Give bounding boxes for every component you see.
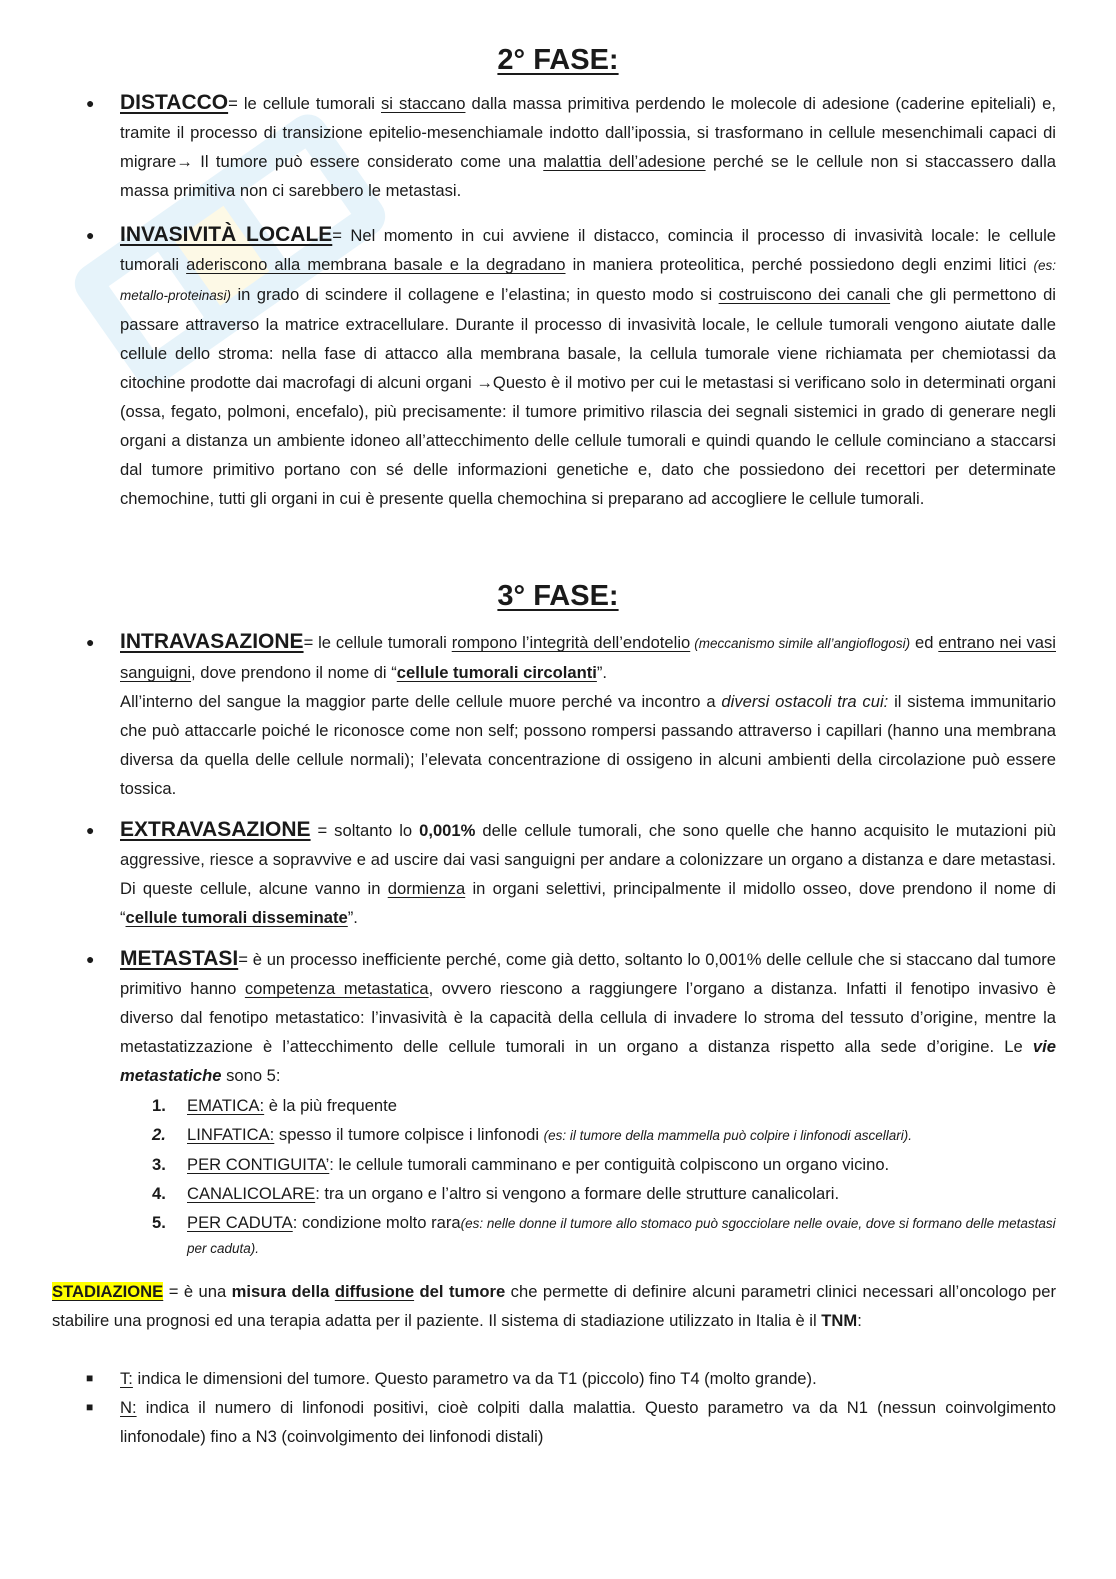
- metastatic-routes-list: [152, 1091, 1056, 1261]
- underlined-text: aderiscono alla membrana basale e la degradano: [186, 255, 566, 274]
- list-item: [86, 1364, 1056, 1393]
- text: = le cellule tumorali: [303, 633, 452, 652]
- route-label: CANALICOLARE: [187, 1184, 316, 1203]
- text: , ovvero riescono a raggiungere l’organo a distanza. Infatti il fenotipo invasivo è diverso dal fenotipo metastatico: l’invasività è la capacità della cellula di invadere lo stroma del tessuto d’origine, mentre la metastatizzazione è l’attecchimento delle cellule tumorali in un organo a distanza rispetto alla sede d’origine. Le: [120, 979, 1056, 1056]
- text: perché se le cellule non si staccassero dalla massa primitiva non ci sarebbero le metastasi.: [120, 152, 1056, 200]
- text: , dove prendono il nome di “: [191, 663, 397, 682]
- text: : le cellule tumorali camminano e per contiguità colpiscono un organo vicino.: [329, 1155, 890, 1174]
- text: = Nel momento in cui avviene il distacco, comincia il processo di invasività locale: le cellule tumorali: [120, 226, 1057, 274]
- term-distacco: DISTACCO: [120, 91, 229, 114]
- bold-italic-text: vie metastatiche: [120, 1037, 1056, 1085]
- bullet-icon: ●: [86, 227, 95, 243]
- arrow-icon: →: [476, 373, 493, 392]
- bold-text: 0,001%: [419, 821, 476, 840]
- italic-note: (meccanismo simile all’angioflogosi): [690, 636, 911, 651]
- text: :: [857, 1311, 862, 1330]
- square-bullet-icon: ■: [86, 1400, 94, 1414]
- underlined-text: rompono l’integrità dell’endotelio: [451, 633, 691, 652]
- paragraph-extravasazione: [120, 815, 1056, 932]
- italic-note: (es: nelle donne il tumore allo stomaco può sgocciolare nelle ovaie, dove si formano delle metastasi per caduta).: [187, 1216, 1056, 1256]
- underlined-text: entrano nei vasi sanguigni: [120, 633, 1056, 682]
- heading-phase-2: 2° FASE:: [497, 44, 619, 76]
- text: delle cellule tumorali, che sono quelle che hanno acquisito le mutazioni più aggressive, riesce a sopravvive e ad uscire dai vasi sanguigni per andare a colonizzare un organo a distanza e dare metastasi. Di queste cellule, alcune vanno in: [120, 821, 1057, 898]
- tnm-list: [86, 1364, 1056, 1451]
- route-label: PER CADUTA: [187, 1213, 293, 1232]
- underlined-text: malattia dell’adesione: [543, 152, 706, 171]
- heading-phase-3: 3° FASE:: [497, 580, 619, 612]
- text: ”.: [347, 908, 358, 927]
- bold-text: TNM: [821, 1311, 858, 1330]
- text: in maniera proteolitica, perché possiedono degli enzimi litici: [565, 255, 1034, 274]
- term-extravasazione: EXTRAVASAZIONE: [120, 818, 311, 841]
- paragraph-invasivita-locale: [120, 220, 1056, 513]
- text: = è un processo inefficiente perché, come già detto, soltanto lo 0,001% delle cellule che si staccano dal tumore primitivo hanno: [120, 950, 1056, 998]
- italic-note: (es: il tumore della mammella può colpire i linfonodi ascellari).: [543, 1128, 913, 1143]
- term-invasivita-locale: INVASIVITÀ LOCALE: [120, 223, 333, 246]
- list-number: 3.: [152, 1155, 166, 1174]
- underlined-text: si staccano: [381, 94, 466, 113]
- text: spesso il tumore colpisce i linfonodi: [274, 1125, 544, 1144]
- list-number: 1.: [152, 1096, 166, 1115]
- text: il sistema immunitario che può attaccarle poiché le riconosce come non self; possono rompersi passando attraverso i capillari (hanno una membrana diversa da quella delle cellule normali); l’elevata concentrazione di ossigeno in alcuni ambienti della circolazione può essere tossica.: [120, 692, 1057, 798]
- list-item: [86, 1393, 1056, 1451]
- text: sono 5:: [221, 1066, 281, 1085]
- list-number: 4.: [152, 1184, 166, 1203]
- underlined-text: costruiscono dei canali: [718, 285, 891, 304]
- text: = soltanto lo: [310, 821, 420, 840]
- list-item: [152, 1120, 1056, 1150]
- text: che permette di definire alcuni parametri clinici necessari all’oncologo per stabilire una prognosi ed una terapia adatta per il paziente. Il sistema di stadiazione utilizzato in Italia è il: [52, 1282, 1056, 1330]
- list-number: 5.: [152, 1213, 166, 1232]
- bold-underlined-text: cellule tumorali disseminate: [125, 908, 348, 927]
- paragraph-stadiazione: [52, 1277, 1056, 1335]
- text: è la più frequente: [264, 1096, 397, 1115]
- bullet-icon: ●: [86, 95, 95, 111]
- term-stadiazione: STADIAZIONE: [52, 1282, 164, 1301]
- italic-note: (es: metallo-proteinasi): [120, 258, 1057, 303]
- route-label: LINFATICA:: [187, 1125, 275, 1144]
- term-intravasazione: INTRAVASAZIONE: [120, 630, 304, 653]
- paragraph-metastasi: [120, 944, 1056, 1090]
- bold-underlined-text: cellule tumorali circolanti: [396, 663, 597, 682]
- text: ”.: [596, 663, 608, 682]
- paragraph-intravasazione: [120, 627, 1056, 803]
- text: = è una: [163, 1282, 232, 1301]
- route-label: PER CONTIGUITA’: [187, 1155, 330, 1174]
- underlined-text: dormienza: [387, 879, 466, 898]
- text: indica le dimensioni del tumore. Questo parametro va da T1 (piccolo) fino T4 (molto grande).: [132, 1369, 817, 1388]
- bold-text: misura della: [231, 1282, 335, 1301]
- tnm-label: N:: [120, 1398, 137, 1417]
- tnm-label: T:: [120, 1369, 133, 1388]
- text: : condizione molto rara: [292, 1213, 461, 1232]
- bullet-icon: ●: [86, 634, 95, 650]
- underlined-text: competenza metastatica: [244, 979, 429, 998]
- route-label: EMATICA:: [187, 1096, 265, 1115]
- text: = le cellule tumorali: [228, 94, 381, 113]
- list-number: 2.: [152, 1125, 166, 1144]
- square-bullet-icon: ■: [86, 1371, 94, 1385]
- text: che gli permettono di passare attraverso la matrice extracellulare. Durante il processo di invasività locale, le cellule tumorali vengono aiutate dalle cellule dello stroma: nella fase di attacco alla membrana basale, la cellula tumorale viene richiamata per chemiotassi da citochine prodotte dai macrofagi di alcuni organi: [120, 285, 1056, 392]
- text: : tra un organo e l’altro si vengono a formare delle strutture canalicolari.: [315, 1184, 840, 1203]
- bullet-icon: ●: [86, 822, 95, 838]
- text: in organi selettivi, principalmente il midollo osseo, dove prendono il nome di “: [120, 879, 1056, 927]
- bold-underlined-text: diffusione: [334, 1282, 415, 1301]
- italic-text: diversi ostacoli tra cui:: [721, 692, 889, 711]
- bold-text: del tumore: [414, 1282, 506, 1301]
- list-item: [152, 1208, 1056, 1261]
- text: dalla massa primitiva perdendo le molecole di adesione (caderine epiteliali) e, tramite il processo di transizione epitelio-mesenchiamale indotto dall’ipossia, si trasformano in cellule mesenchimali capaci di migrare: [120, 94, 1057, 171]
- text: All’interno del sangue la maggior parte delle cellule muore perché va incontro a: [120, 692, 722, 711]
- term-metastasi: METASTASI: [120, 947, 239, 970]
- list-item: [152, 1091, 1056, 1120]
- text: indica il numero di linfonodi positivi, cioè colpiti dalla malattia. Questo parametro va da N1 (nessun coinvolgimento linfonodale) fino a N3 (coinvolgimento dei linfonodi distali): [120, 1398, 1056, 1446]
- arrow-icon: →: [176, 152, 193, 171]
- text: Questo è il motivo per cui le metastasi si verificano solo in determinati organi (ossa, fegato, polmoni, encefalo), più precisamente: il tumore primitivo rilascia dei segnali sistemici in grado di generare negli organi a distanza un ambiente idoneo all’attecchimento delle cellule tumorali e quindi quando le cellule cominciano a staccarsi dal tumore primitivo portano con sé delle informazioni genetiche e, dato che possiedono dei recettori per determinate chemochine, tutti gli organi in cui è presente quella chemochina si preparano ad accogliere le cellule tumorali.: [120, 373, 1056, 508]
- bullet-icon: ●: [86, 951, 95, 967]
- list-item: [152, 1179, 1056, 1208]
- paragraph-distacco: [120, 88, 1056, 205]
- list-item: [152, 1150, 1056, 1179]
- text: in grado di scindere il collagene e l’elastina; in questo modo si: [231, 285, 719, 304]
- text: ed: [910, 633, 939, 652]
- text: Il tumore può essere considerato come una: [192, 152, 544, 171]
